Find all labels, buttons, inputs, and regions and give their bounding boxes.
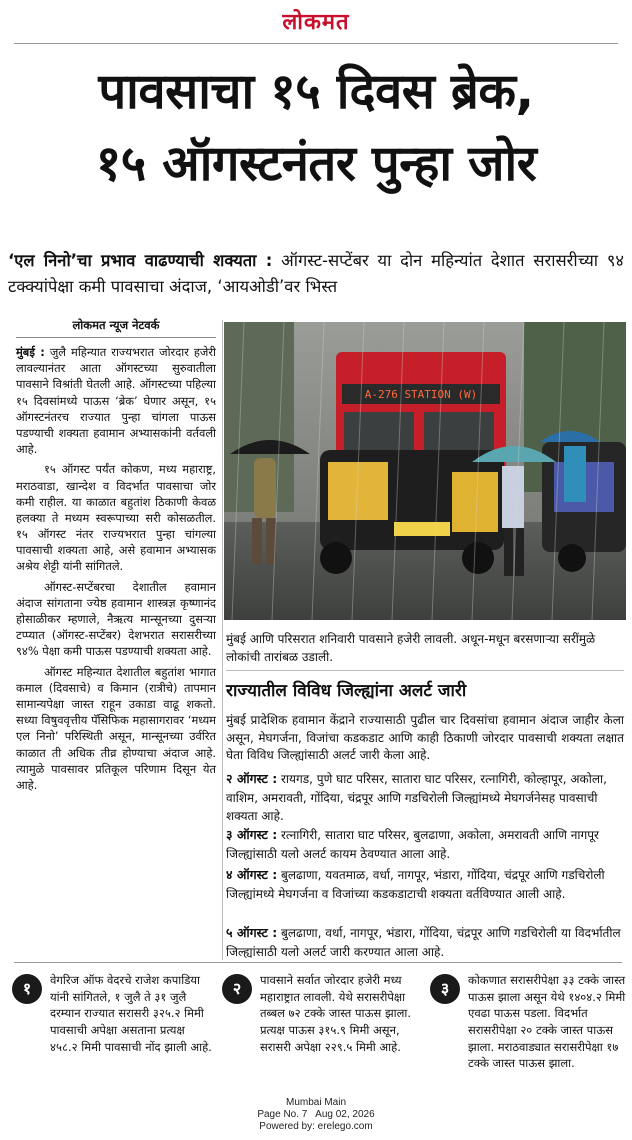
sidebar-intro: मुंबई प्रादेशिक हवामान केंद्राने राज्यासाठी पुढील चार दिवसांचा हवामान अंदाज जाहीर केला असून, मेघगर्जना, विजांचा कडकडाट आणि काही ठिकाणी जोरदार पावसाची शक्यता लक्षात घेता विविध जिल्ह्यांसाठी अलर्ट जारी केला आहे. [226,713,624,763]
masthead [0,0,632,46]
photo-caption: मुंबई आणि परिसरात शनिवारी पावसाने हजेरी लावली. अधून-मधून बरसणाऱ्या सरींमुळे लोकांची तारांबळ उडाली. [226,632,596,664]
column-rule [222,320,223,960]
facts-rule [14,962,622,963]
fact-text: पावसाने सर्वात जोरदार हजेरी मध्य महाराष्ट्रात लावली. येथे सरासरीपेक्षा तब्बल ७२ टक्के जास्त पाऊस झाला. प्रत्यक्ष पाऊस ३१५.९ मिमी असून, सरासरी अपेक्षा २२९.५ मिमी आहे. [260,973,412,1054]
headline-line-1: पावसाचा १५ दिवस ब्रेक, [98,63,534,120]
alert-item [226,924,624,961]
main-story [16,318,216,797]
alert-text: रत्नागिरी, सातारा घाट परिसर, बुलढाणा, अकोला, अमरावती आणि नागपूर जिल्ह्यांसाठी यलो अलर्ट कायम ठेवण्यात आला आहे. [226,828,599,861]
sidebar-title: राज्यातील विविध जिल्ह्यांना अलर्ट जारी [226,681,467,701]
page-number-date: Page No. 7 Aug 02, 2026 [257,1109,375,1120]
dateline: मुंबई : [16,345,45,359]
number-badge: २ [222,974,252,1004]
alert-date: ४ ऑगस्ट : [226,867,278,882]
powered-by[interactable]: Powered by: erelego.com [259,1121,373,1132]
edition-name: Mumbai Main [285,1097,347,1108]
story-paragraph-1-text: जुलै महिन्यात राज्यभरात जोरदार हजेरी लावल्यानंतर आता ऑगस्टच्या सुरुवातीला पावसाने विश्रांती घेतली आहे. ऑगस्टच्या पहिल्या १५ दिवसांमध्ये पाऊस ‘ब्रेक’ घेणार असून, १५ ऑगस्टनंतरच राज्यात पुन्हा चांगला पाऊस पडण्याची शक्यता हवामान अभ्यासकांनी वर्तवली आहे. [16,345,216,457]
deck-lead: ‘एल निनो’चा प्रभाव वाढण्याची शक्यता : [8,251,273,270]
alert-date: ५ ऑगस्ट : [226,925,278,940]
alert-text: बुलढाणा, यवतमाळ, वर्धा, नागपूर, भंडारा, गोंदिया, चंद्रपूर आणि गडचिरोली जिल्ह्यांमध्ये मेघगर्जना व विजांच्या कडकडाटाची शक्यता वर्तविण्यात आली आहे. [226,868,605,901]
number-badge: १ [12,974,42,1004]
number-badge: ३ [430,974,460,1004]
alert-date: ३ ऑगस्ट : [226,827,278,842]
newspaper-logo: लोकमत [282,10,350,35]
masthead-rule [14,43,618,44]
alert-item [226,770,624,825]
story-paragraph-2: १५ ऑगस्ट पर्यंत कोकण, मध्य महाराष्ट्र, मराठवाडा, खान्देश व विदर्भात पावसाचा जोर कमी राहील. या काळात बहुतांश ठिकाणी केवळ हलक्या ते मध्यम स्वरूपाच्या सरी कोसळतील. १५ ऑगस्ट नंतर राज्यभरात पुन्हा चांगल्या पावसाची शक्यता आहे, असे हवामान अभ्यासक अश्रेय शेट्टी यांनी सांगितले. [16,462,216,574]
headline-line-2: १५ ऑगस्टनंतर पुन्हा जोर [95,134,537,192]
alert-text: रायगड, पुणे घाट परिसर, सातारा घाट परिसर, रत्नागिरी, कोल्हापूर, अकोला, वाशिम, अमरावती, गोंदिया, चंद्रपूर आणि गडचिरोली जिल्ह्यांमध्ये मेघगर्जनेसह पावसाची शक्यता आहे. [226,772,607,823]
deck [8,248,624,299]
alert-item [226,866,624,903]
story-paragraph-3: ऑगस्ट-सप्टेंबरचा देशातील हवामान अंदाज सांगताना ज्येष्ठ हवामान शास्त्रज्ञ कृष्णानंद होसाळीकर म्हणाले, नैऋत्य मान्सूनच्या दुसऱ्या टप्प्यात (ऑगस्ट-सप्टेंबर) देशभरात सरासरीच्या ९४% पेक्षा कमी पाऊस पडण्याची शक्यता आहे. [16,579,216,659]
fact-text: वेगरिज ऑफ वेदरचे राजेश कपाडिया यांनी सांगितले, १ जुलै ते ३१ जुलै दरम्यान राज्यात सरासरी ३२५.२ मिमी पावसाची अपेक्षा असताना प्रत्यक्ष ४५८.२ मिमी पावसाची नोंद झाली आहे. [50,973,212,1054]
alert-date: २ ऑगस्ट : [226,771,278,786]
deck-text: ऑगस्ट-सप्टेंबर या दोन महिन्यांत देशात सरासरीच्या ९४ टक्क्यांपेक्षा कमी पावसाचा अंदाज, ‘आयओडी’वर भिस्त [8,251,624,296]
rainy-street-photo [224,322,626,620]
byline: लोकमत न्यूज नेटवर्क [16,318,216,338]
news-photo [224,322,626,620]
bus-destination-sign: A-276 STATION (W) [364,388,478,401]
story-paragraph-4: ऑगस्ट महिन्यात देशातील बहुतांश भागात कमाल (दिवसाचे) व किमान (रात्रीचे) तापमान सामान्यपेक्षा जास्त राहून उकाडा वाढू शकतो. सध्या विषुववृत्तीय पॅसिफिक महासागरावर ‘मध्यम एल निनो’ परिस्थिती असून, मान्सूनच्या उर्वरित काळात ती अधिक तीव्र होण्याचा अंदाज आहे. त्यामुळे पावसावर प्रतिकूल परिणाम दिसून येत आहे. [16,664,216,792]
fact-text: कोकणात सरासरीपेक्षा ३३ टक्के जास्त पाऊस झाला असून येथे १४०४.२ मिमी एवढा पाऊस पडला. विदर्भात सरासरीपेक्षा २० टक्के जास्त पाऊस झाला. मराठवाड्यात सरासरीपेक्षा १७ टक्के जास्त पाऊस झाला. [468,973,626,1071]
page-footer [0,1097,632,1133]
headline [8,56,624,199]
caption-rule [226,670,624,671]
alert-text: बुलढाणा, वर्धा, नागपूर, भंडारा, गोंदिया, चंद्रपूर आणि गडचिरोली या विदर्भातील जिल्ह्यांसाठी यलो अलर्ट जारी करण्यात आला आहे. [226,926,621,959]
alert-item [226,826,624,863]
story-paragraph-1 [16,344,216,457]
